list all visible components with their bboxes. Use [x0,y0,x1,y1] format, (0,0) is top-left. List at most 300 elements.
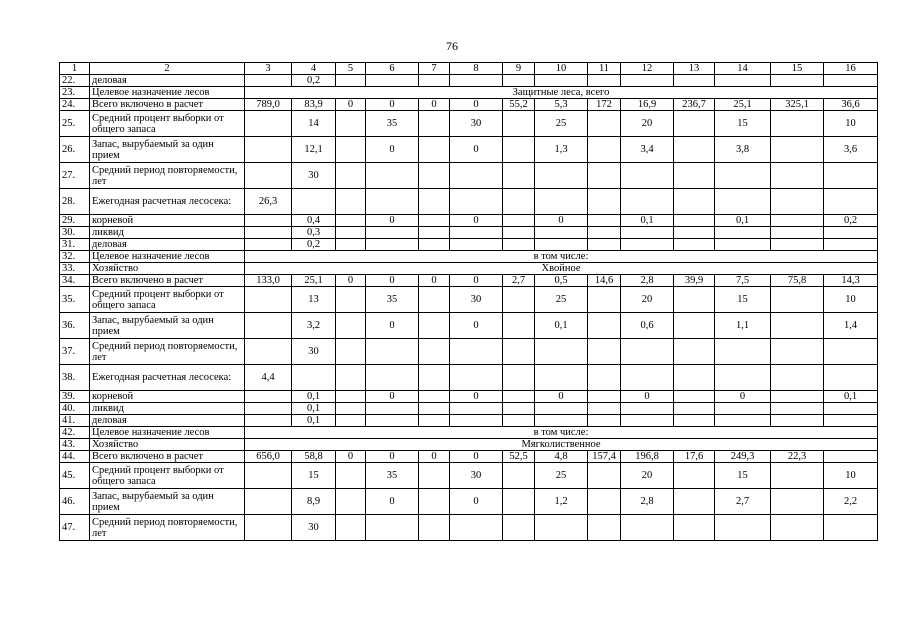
table-cell [292,189,336,215]
table-cell [674,313,715,339]
table-cell [419,163,450,189]
table-cell [419,75,450,87]
column-header: 9 [503,63,535,75]
table-cell: 0 [450,215,503,227]
table-cell [419,215,450,227]
table-cell: 5,3 [535,99,588,111]
table-cell [621,189,674,215]
table-cell: 15 [715,287,771,313]
table-cell: 0,1 [715,215,771,227]
table-cell [621,339,674,365]
table-cell: 13 [292,287,336,313]
table-cell [535,365,588,391]
table-cell: 2,7 [503,275,535,287]
table-cell [336,75,366,87]
table-cell: 15 [292,463,336,489]
table-cell [535,163,588,189]
table-cell [503,403,535,415]
table-row [60,287,878,313]
table-cell [503,137,535,163]
column-header: 11 [588,63,621,75]
table-cell: 58,8 [292,451,336,463]
row-label: Запас, вырубаемый за один прием [90,137,245,163]
row-label: корневой [90,391,245,403]
table-cell: 10 [824,111,878,137]
table-row [60,427,878,439]
table-cell [336,515,366,541]
table-cell [588,239,621,251]
table-cell: 22,3 [771,451,824,463]
table-cell: 20 [621,287,674,313]
table-cell [674,163,715,189]
table-row [60,339,878,365]
table-cell [824,339,878,365]
column-header: 3 [245,63,292,75]
table-cell: 25 [535,287,588,313]
table-row [60,239,878,251]
table-cell: 0,1 [621,215,674,227]
table-cell [771,189,824,215]
table-cell: 0 [419,451,450,463]
table-cell: 30 [450,287,503,313]
table-cell [771,391,824,403]
column-header: 7 [419,63,450,75]
table-cell [336,463,366,489]
table-cell [715,163,771,189]
row-label: Всего включено в расчет [90,99,245,111]
table-cell: 0,1 [292,403,336,415]
table-cell [715,189,771,215]
table-cell: 0 [366,137,419,163]
table-cell [588,515,621,541]
table-cell [336,403,366,415]
table-cell [588,189,621,215]
row-number: 45. [60,463,90,489]
table-cell [245,239,292,251]
row-label: Всего включено в расчет [90,275,245,287]
row-number: 24. [60,99,90,111]
table-row [60,189,878,215]
table-cell: 14 [292,111,336,137]
table-cell [419,189,450,215]
section-label: Мягколиственное [245,439,878,451]
table-cell [674,287,715,313]
table-row [60,275,878,287]
table-cell [336,239,366,251]
table-header-row [60,63,878,75]
table-cell [588,137,621,163]
table-cell: 249,3 [715,451,771,463]
table-cell [450,403,503,415]
table-cell [245,111,292,137]
table-row [60,403,878,415]
table-cell [674,489,715,515]
row-number: 40. [60,403,90,415]
table-cell [245,391,292,403]
table-cell: 17,6 [674,451,715,463]
row-label: корневой [90,215,245,227]
table-cell [366,189,419,215]
table-cell [450,239,503,251]
table-cell: 1,3 [535,137,588,163]
row-number: 32. [60,251,90,263]
table-cell: 0,2 [824,215,878,227]
table-cell [588,75,621,87]
row-label: Целевое назначение лесов [90,427,245,439]
table-cell: 2,8 [621,275,674,287]
table-cell [771,365,824,391]
table-cell [588,215,621,227]
row-number: 27. [60,163,90,189]
table-cell: 0 [366,215,419,227]
table-cell: 25,1 [292,275,336,287]
column-header: 14 [715,63,771,75]
table-cell [503,515,535,541]
row-number: 29. [60,215,90,227]
table-cell [674,515,715,541]
table-cell [588,111,621,137]
table-cell: 0 [450,313,503,339]
table-cell [503,391,535,403]
row-number: 47. [60,515,90,541]
table-cell [824,415,878,427]
table-cell [419,137,450,163]
table-cell [336,137,366,163]
table-cell [674,391,715,403]
table-cell [621,227,674,239]
table-cell: 35 [366,463,419,489]
table-cell [503,227,535,239]
table-cell [588,489,621,515]
table-row [60,163,878,189]
table-cell [771,403,824,415]
table-cell [366,75,419,87]
table-cell: 0 [366,99,419,111]
table-cell [419,515,450,541]
table-cell [366,239,419,251]
table-cell [771,137,824,163]
table-cell [419,489,450,515]
table-cell [366,415,419,427]
table-cell [771,239,824,251]
table-cell [419,403,450,415]
row-label: ликвид [90,227,245,239]
table-row [60,391,878,403]
table-row [60,263,878,275]
table-cell [245,227,292,239]
table-cell [450,75,503,87]
table-cell: 0,5 [535,275,588,287]
table-cell [824,75,878,87]
table-cell [419,227,450,239]
table-cell [535,339,588,365]
table-cell: 20 [621,111,674,137]
table-cell [292,365,336,391]
column-header: 4 [292,63,336,75]
table-cell [824,189,878,215]
table-cell [503,313,535,339]
table-cell: 0 [715,391,771,403]
row-number: 33. [60,263,90,275]
table-cell [535,515,588,541]
table-cell [503,215,535,227]
row-label: ликвид [90,403,245,415]
table-cell [535,75,588,87]
table-cell [245,463,292,489]
table-cell: 325,1 [771,99,824,111]
section-label: в том числе: [245,427,878,439]
table-cell: 20 [621,463,674,489]
table-cell [245,515,292,541]
row-number: 42. [60,427,90,439]
row-number: 26. [60,137,90,163]
table-cell: 1,1 [715,313,771,339]
table-cell [621,403,674,415]
table-cell [771,463,824,489]
table-cell [245,489,292,515]
table-cell: 12,1 [292,137,336,163]
table-cell [503,489,535,515]
table-cell: 0 [450,489,503,515]
table-cell: 1,4 [824,313,878,339]
table-cell: 172 [588,99,621,111]
table-cell: 10 [824,287,878,313]
row-label: Хозяйство [90,439,245,451]
row-number: 35. [60,287,90,313]
table-cell [245,163,292,189]
column-header: 10 [535,63,588,75]
table-cell [588,163,621,189]
table-cell: 30 [450,463,503,489]
table-cell: 133,0 [245,275,292,287]
table-cell [715,339,771,365]
table-row [60,137,878,163]
table-cell: 0,1 [535,313,588,339]
table-cell [674,239,715,251]
row-label: Ежегодная расчетная лесосека: [90,365,245,391]
table-cell: 2,7 [715,489,771,515]
table-cell [771,339,824,365]
table-cell: 0 [621,391,674,403]
table-cell [336,227,366,239]
table-row [60,515,878,541]
table-cell: 10 [824,463,878,489]
table-cell: 0,4 [292,215,336,227]
table-cell: 0 [336,99,366,111]
table-cell [771,163,824,189]
table-cell [715,75,771,87]
row-label: Средний период повторяемости, лет [90,163,245,189]
row-number: 31. [60,239,90,251]
table-cell: 0,1 [292,415,336,427]
table-cell: 0 [366,275,419,287]
table-cell [771,415,824,427]
table-cell [419,339,450,365]
section-label: Защитные леса, всего [245,87,878,99]
table-cell [674,339,715,365]
row-number: 41. [60,415,90,427]
table-row [60,251,878,263]
table-cell [336,415,366,427]
table-cell [336,163,366,189]
table-cell [674,463,715,489]
table-cell [366,403,419,415]
table-cell: 0 [450,451,503,463]
table-cell [588,313,621,339]
table-cell: 55,2 [503,99,535,111]
table-cell [824,227,878,239]
table-cell: 25 [535,463,588,489]
row-label: деловая [90,239,245,251]
table-cell: 157,4 [588,451,621,463]
table-cell [503,239,535,251]
table-cell: 35 [366,111,419,137]
table-cell: 0,2 [292,75,336,87]
table-cell [588,415,621,427]
table-cell: 2,2 [824,489,878,515]
table-row [60,215,878,227]
row-number: 37. [60,339,90,365]
table-cell [336,111,366,137]
row-label: деловая [90,75,245,87]
table-cell [621,163,674,189]
table-cell [588,365,621,391]
table-cell [674,227,715,239]
table-cell [674,111,715,137]
table-cell [715,515,771,541]
table-cell: 3,8 [715,137,771,163]
table-cell [588,287,621,313]
row-number: 44. [60,451,90,463]
table-cell [535,415,588,427]
table-row [60,87,878,99]
forest-calculation-table [59,62,878,541]
row-number: 28. [60,189,90,215]
table-cell: 3,2 [292,313,336,339]
table-cell [674,189,715,215]
row-number: 39. [60,391,90,403]
table-cell: 15 [715,463,771,489]
table-cell [674,365,715,391]
table-cell [824,451,878,463]
row-number: 23. [60,87,90,99]
table-cell: 14,6 [588,275,621,287]
table-cell: 30 [292,339,336,365]
table-cell [366,515,419,541]
table-cell: 0 [450,275,503,287]
table-cell [419,391,450,403]
section-label: Хвойное [245,263,878,275]
table-row [60,99,878,111]
row-label: Хозяйство [90,263,245,275]
table-cell [419,463,450,489]
table-cell [674,75,715,87]
table-cell [621,75,674,87]
column-header: 16 [824,63,878,75]
table-cell [336,489,366,515]
table-cell: 35 [366,287,419,313]
table-cell [503,415,535,427]
table-cell [366,227,419,239]
table-cell [419,313,450,339]
row-label: Целевое назначение лесов [90,251,245,263]
table-cell [715,403,771,415]
table-cell: 0 [450,137,503,163]
column-header: 13 [674,63,715,75]
table-cell [824,365,878,391]
table-cell [771,111,824,137]
row-label: Средний процент выборки от общего запаса [90,111,245,137]
row-number: 22. [60,75,90,87]
table-cell: 0,6 [621,313,674,339]
table-cell [450,515,503,541]
table-cell: 0 [336,275,366,287]
table-cell: 656,0 [245,451,292,463]
table-cell: 83,9 [292,99,336,111]
column-header: 15 [771,63,824,75]
table-cell [245,403,292,415]
table-cell: 4,4 [245,365,292,391]
table-cell [336,313,366,339]
table-cell [621,239,674,251]
table-row [60,451,878,463]
table-cell: 0 [419,99,450,111]
row-number: 36. [60,313,90,339]
table-cell [503,339,535,365]
table-cell [419,111,450,137]
table-cell [771,287,824,313]
table-cell [419,415,450,427]
table-cell [588,391,621,403]
table-cell [336,365,366,391]
table-cell [771,227,824,239]
table-cell [621,515,674,541]
row-number: 34. [60,275,90,287]
table-cell [715,239,771,251]
table-cell [245,339,292,365]
table-cell [771,489,824,515]
table-cell [535,189,588,215]
table-cell: 16,9 [621,99,674,111]
column-header: 12 [621,63,674,75]
table-cell [824,403,878,415]
row-label: деловая [90,415,245,427]
table-cell: 0 [450,391,503,403]
row-label: Запас, вырубаемый за один прием [90,489,245,515]
table-cell [503,287,535,313]
table-cell: 15 [715,111,771,137]
table-cell [245,415,292,427]
table-row [60,365,878,391]
table-body [60,63,878,541]
table-cell: 0 [366,451,419,463]
table-cell [535,227,588,239]
table-cell [503,365,535,391]
table-cell: 30 [450,111,503,137]
table-cell [366,365,419,391]
column-header: 8 [450,63,503,75]
table-cell: 0 [366,313,419,339]
table-cell [588,227,621,239]
table-cell [336,339,366,365]
section-label: в том числе: [245,251,878,263]
table-cell [245,313,292,339]
column-header: 6 [366,63,419,75]
table-cell: 36,6 [824,99,878,111]
table-cell: 0 [419,275,450,287]
column-header: 2 [90,63,245,75]
table-cell [588,339,621,365]
